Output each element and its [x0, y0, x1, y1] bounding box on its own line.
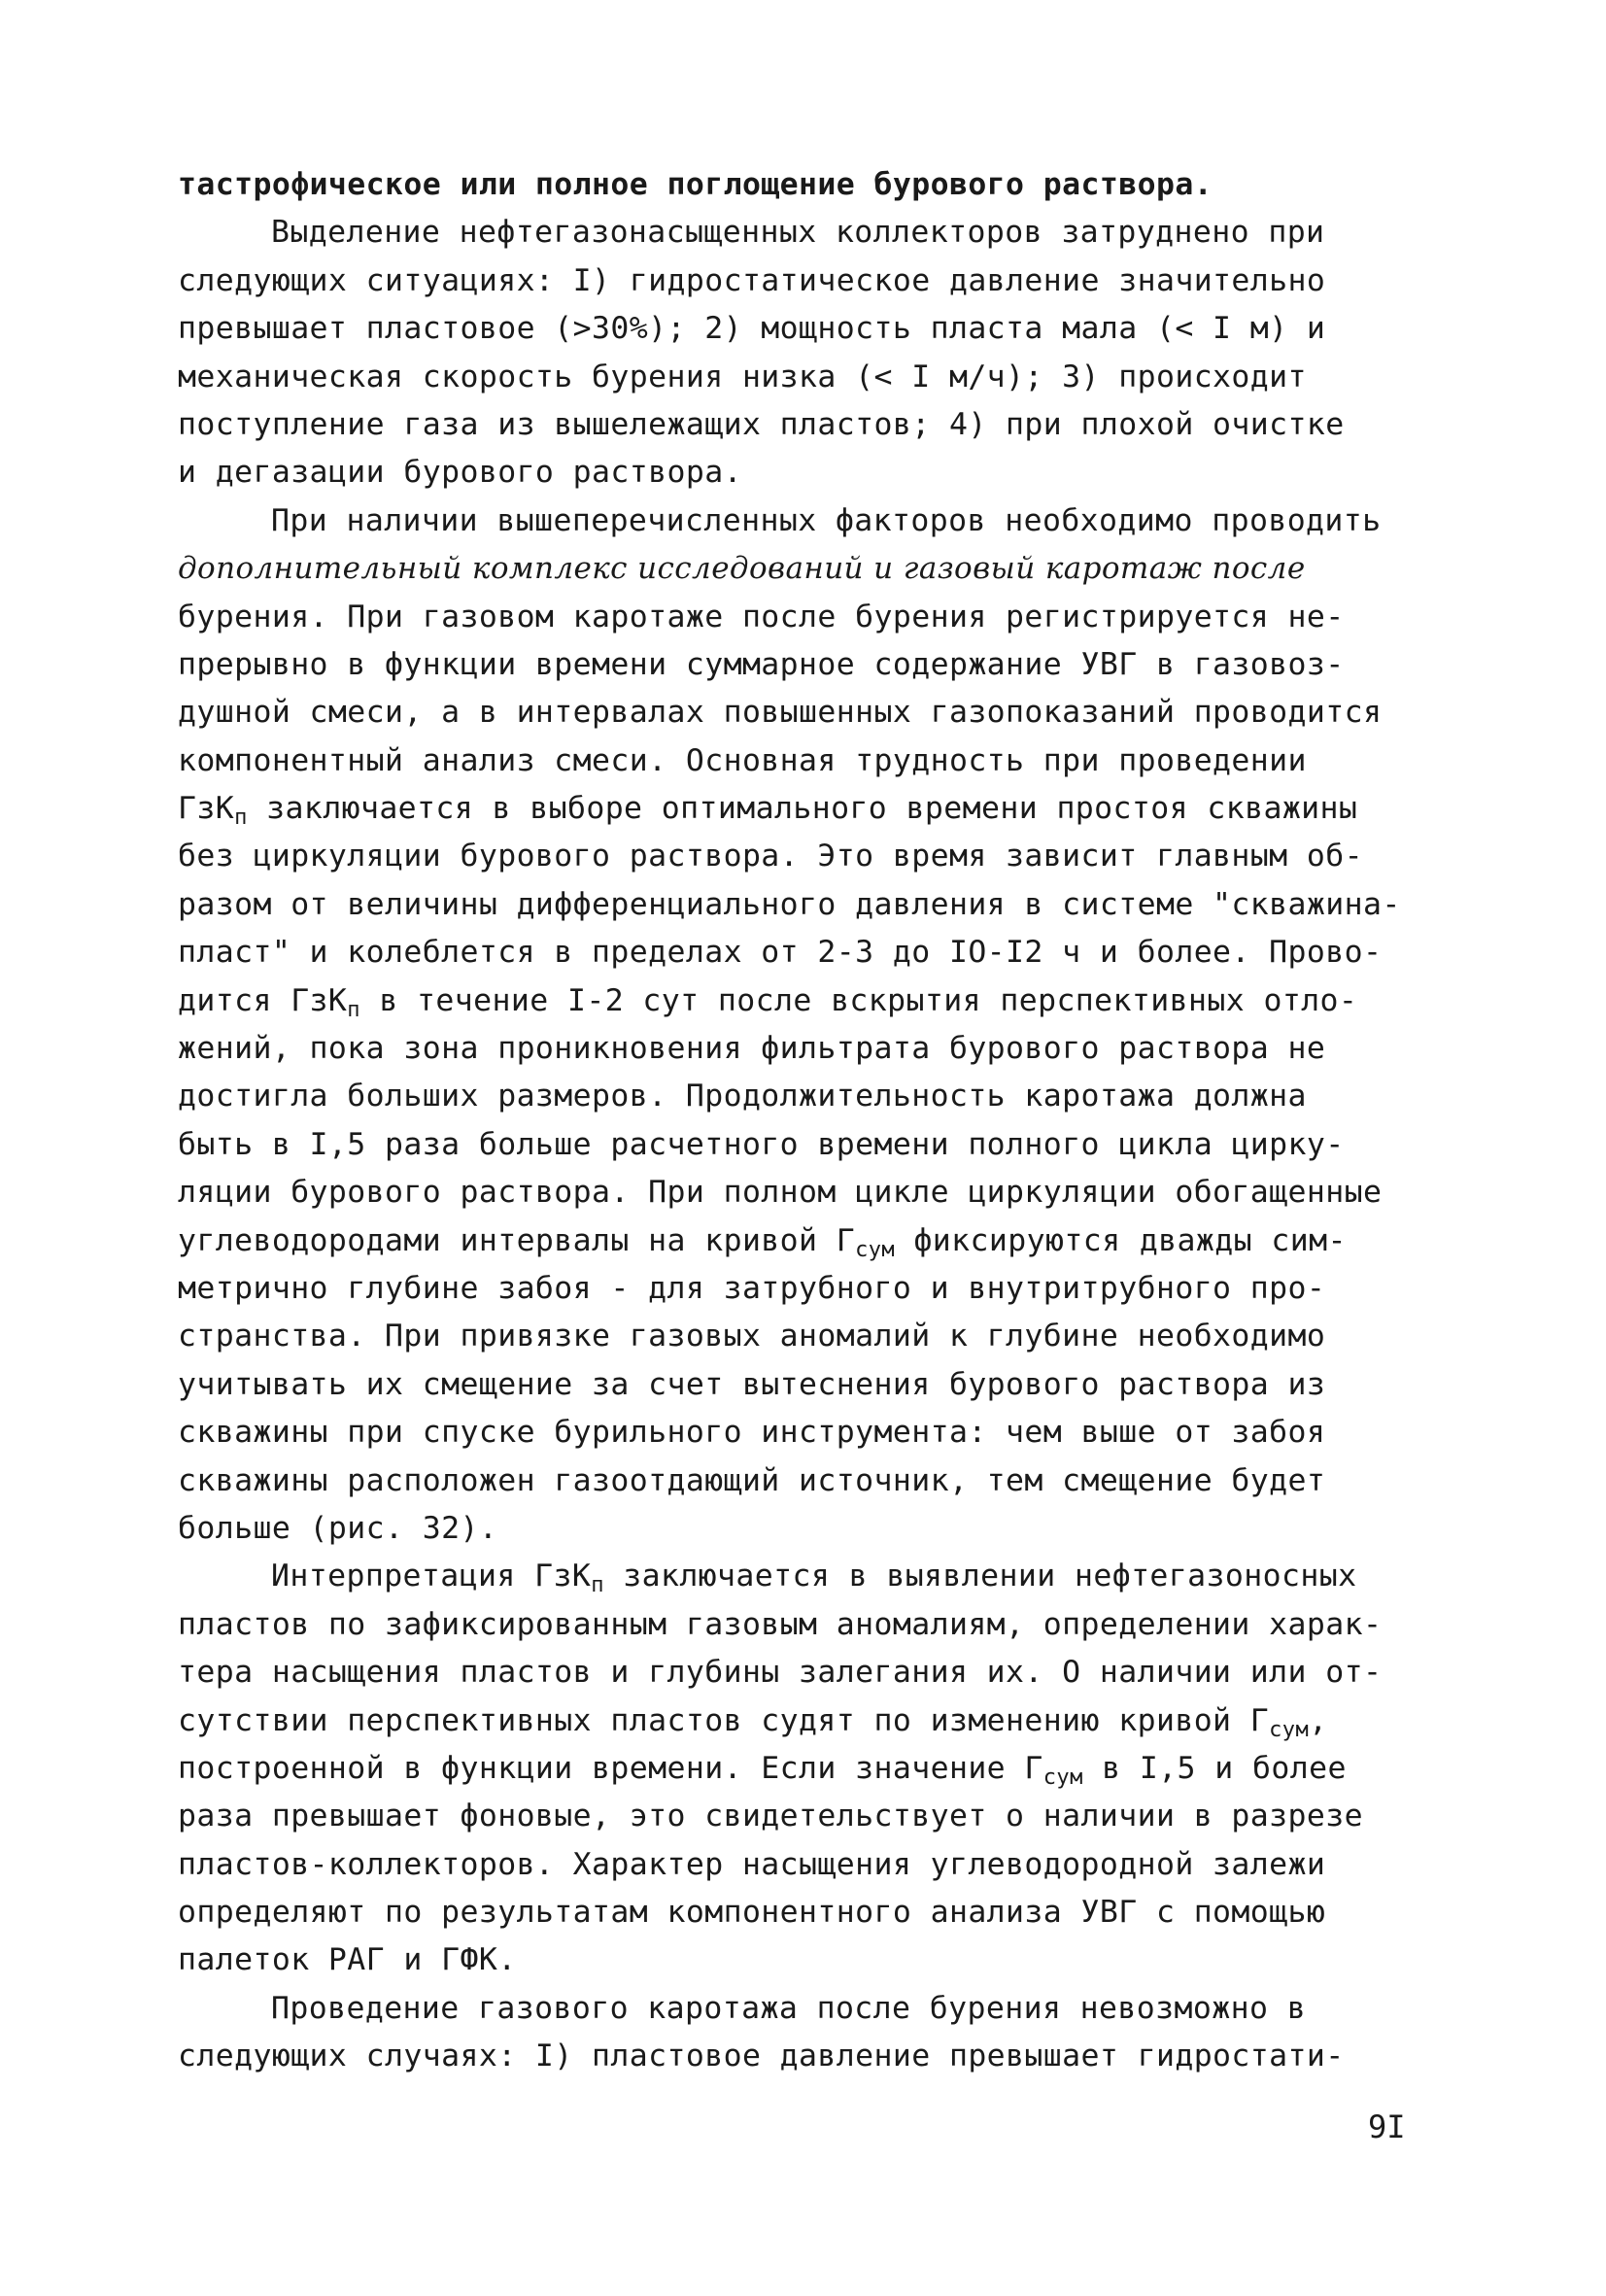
line-text: быть в I,5 раза больше расчетного времени полного цикла циркy-: [178, 1126, 1345, 1162]
text-line: [178, 1889, 1431, 1936]
line-text: Проведение газового каротажа после бурения невозможно в: [271, 1990, 1307, 2026]
subscript: сум: [1269, 1717, 1310, 1742]
line-text: больше (рис. 32).: [178, 1510, 498, 1546]
line-text: механическая скорость бурения низка (< I м/ч); 3) происходит: [178, 359, 1307, 394]
line-text-continued: заключается в выявлении нефтегазоносных: [603, 1559, 1357, 1594]
line-text-continued: ,: [1309, 1702, 1328, 1738]
text-line: [178, 977, 1431, 1025]
line-text: превышает пластовое (>30%); 2) мощность пласта мала (< I м) и: [178, 311, 1326, 347]
text-line: [178, 1025, 1431, 1073]
text-line: [178, 1457, 1431, 1505]
text-line: [178, 737, 1431, 785]
text-line: [178, 1265, 1431, 1313]
text-line: [178, 1553, 1431, 1600]
line-text: разом от величины дифференциального давления в системе "скважина-: [178, 886, 1401, 922]
text-line: [178, 1217, 1431, 1265]
text-line: [178, 497, 1431, 545]
text-line: [178, 785, 1431, 833]
text-line: [178, 1361, 1431, 1409]
text-line: [178, 305, 1431, 353]
subscript: п: [347, 997, 360, 1022]
line-text: ГзК: [178, 791, 235, 827]
text-line: [178, 209, 1431, 257]
line-text: компонентный анализ смеси. Основная трудность при проведении: [178, 742, 1307, 778]
line-text: пластов по зафиксированным газовым аномалиям, определении харак-: [178, 1606, 1383, 1642]
line-text: определяют по результатам компонентного анализа УВГ с помощью: [178, 1895, 1326, 1931]
line-text: ляции бурового раствора. При полном цикле циркуляции обогащенные: [178, 1175, 1383, 1211]
line-text: Выделение нефтегазонасыщенных коллекторов затруднено при: [271, 215, 1325, 251]
line-text-continued: фиксируются дважды сим-: [895, 1222, 1347, 1258]
line-text: следующих ситуациях: I) гидростатическое давление значительно: [178, 262, 1326, 298]
line-text: скважины при спуске бурильного инструмента: чем выше от забоя: [178, 1415, 1326, 1451]
line-text: метрично глубине забоя - для затрубного и внутритрубного про-: [178, 1270, 1326, 1306]
text-line: [178, 1936, 1431, 1984]
line-text: пластов-коллекторов. Характер насыщения углеводородной залежи: [178, 1846, 1326, 1882]
line-text: странства. При привязке газовых аномалий к глубине необходимо: [178, 1319, 1326, 1354]
text-line: [178, 1505, 1431, 1553]
line-text-continued: заключается в выборе оптимального времени простоя скважины: [247, 791, 1358, 827]
line-text: учитывать их смещение за счет вытеснения бурового раствора из: [178, 1366, 1326, 1402]
text-line: [178, 449, 1431, 497]
line-text: При наличии вышеперечисленных факторов необходимо проводить: [271, 502, 1382, 538]
text-line: [178, 1169, 1431, 1217]
text-line: [178, 1793, 1431, 1840]
line-text: следующих случаях: I) пластовое давление превышает гидростати-: [178, 2039, 1345, 2074]
text-line: [178, 929, 1431, 977]
page-number: 9I: [1368, 2108, 1406, 2145]
text-line: [178, 1841, 1431, 1889]
line-text: пласт" и колеблется в пределах от 2-3 до IO-I2 ч и более. Прово-: [178, 935, 1383, 971]
text-line: [178, 833, 1431, 880]
line-text: дится ГзК: [178, 982, 348, 1018]
text-line: [178, 1313, 1431, 1360]
subscript: п: [591, 1573, 604, 1598]
line-text: углеводородами интервалы на кривой Г: [178, 1222, 856, 1258]
text-line: [178, 2033, 1431, 2080]
text-line: [178, 594, 1431, 641]
text-line: [178, 161, 1431, 209]
line-text: тастрофическое или полное поглощение бурового раствора.: [178, 167, 1213, 202]
subscript: п: [234, 805, 248, 831]
text-line: [178, 1697, 1431, 1745]
text-line: [178, 1745, 1431, 1793]
line-text-continued: в I,5 и более: [1082, 1750, 1347, 1786]
line-text: скважины расположен газоотдающий источник, тем смещение будет: [178, 1462, 1326, 1498]
line-text: достигла больших размеров. Продолжительность каротажа должна: [178, 1079, 1307, 1114]
text-line: [178, 641, 1431, 689]
line-text: жений, пока зона проникновения фильтрата бурового раствора не: [178, 1031, 1326, 1067]
line-text: построенной в функции времени. Если значение Г: [178, 1750, 1043, 1786]
text-line: [178, 1409, 1431, 1456]
text-line: [178, 1985, 1431, 2033]
line-text: прерывно в функции времени суммарное содержание УВГ в газовоз-: [178, 646, 1345, 682]
line-text: дополнительный комплекс исследований и газовый каротаж после: [178, 551, 1306, 587]
line-text: поступление газа из вышележащих пластов; 4) при плохой очистке: [178, 406, 1345, 442]
subscript: сум: [855, 1237, 896, 1262]
text-line: [178, 689, 1431, 737]
line-text: палеток РАГ и ГФК.: [178, 1942, 517, 1978]
text-line: [178, 881, 1431, 929]
line-text: сутствии перспективных пластов судят по изменению кривой Г: [178, 1702, 1270, 1738]
line-text: раза превышает фоновые, это свидетельствует о наличии в разрезе: [178, 1799, 1363, 1834]
text-line: [178, 257, 1431, 305]
line-text: без циркуляции бурового раствора. Это время зависит главным об-: [178, 839, 1363, 874]
line-text: душной смеси, а в интервалах повышенных газопоказаний проводится: [178, 695, 1383, 731]
line-text: Интерпретация ГзК: [271, 1559, 592, 1594]
text-line: [178, 401, 1431, 449]
line-text-continued: в течение I-2 сут после вскрытия перспективных отло-: [359, 982, 1358, 1018]
line-text: и дегазации бурового раствора.: [178, 455, 742, 491]
line-text: тера насыщения пластов и глубины залегания их. О наличии или от-: [178, 1655, 1383, 1691]
body-text: [178, 161, 1431, 2081]
text-line: [178, 1073, 1431, 1120]
subscript: сум: [1042, 1765, 1083, 1790]
text-line: [178, 1601, 1431, 1649]
text-line: [178, 545, 1431, 593]
line-text: бурения. При газовом каротаже после бурения регистрируется не-: [178, 599, 1345, 634]
text-line: [178, 354, 1431, 401]
text-line: [178, 1121, 1431, 1169]
text-line: [178, 1649, 1431, 1696]
